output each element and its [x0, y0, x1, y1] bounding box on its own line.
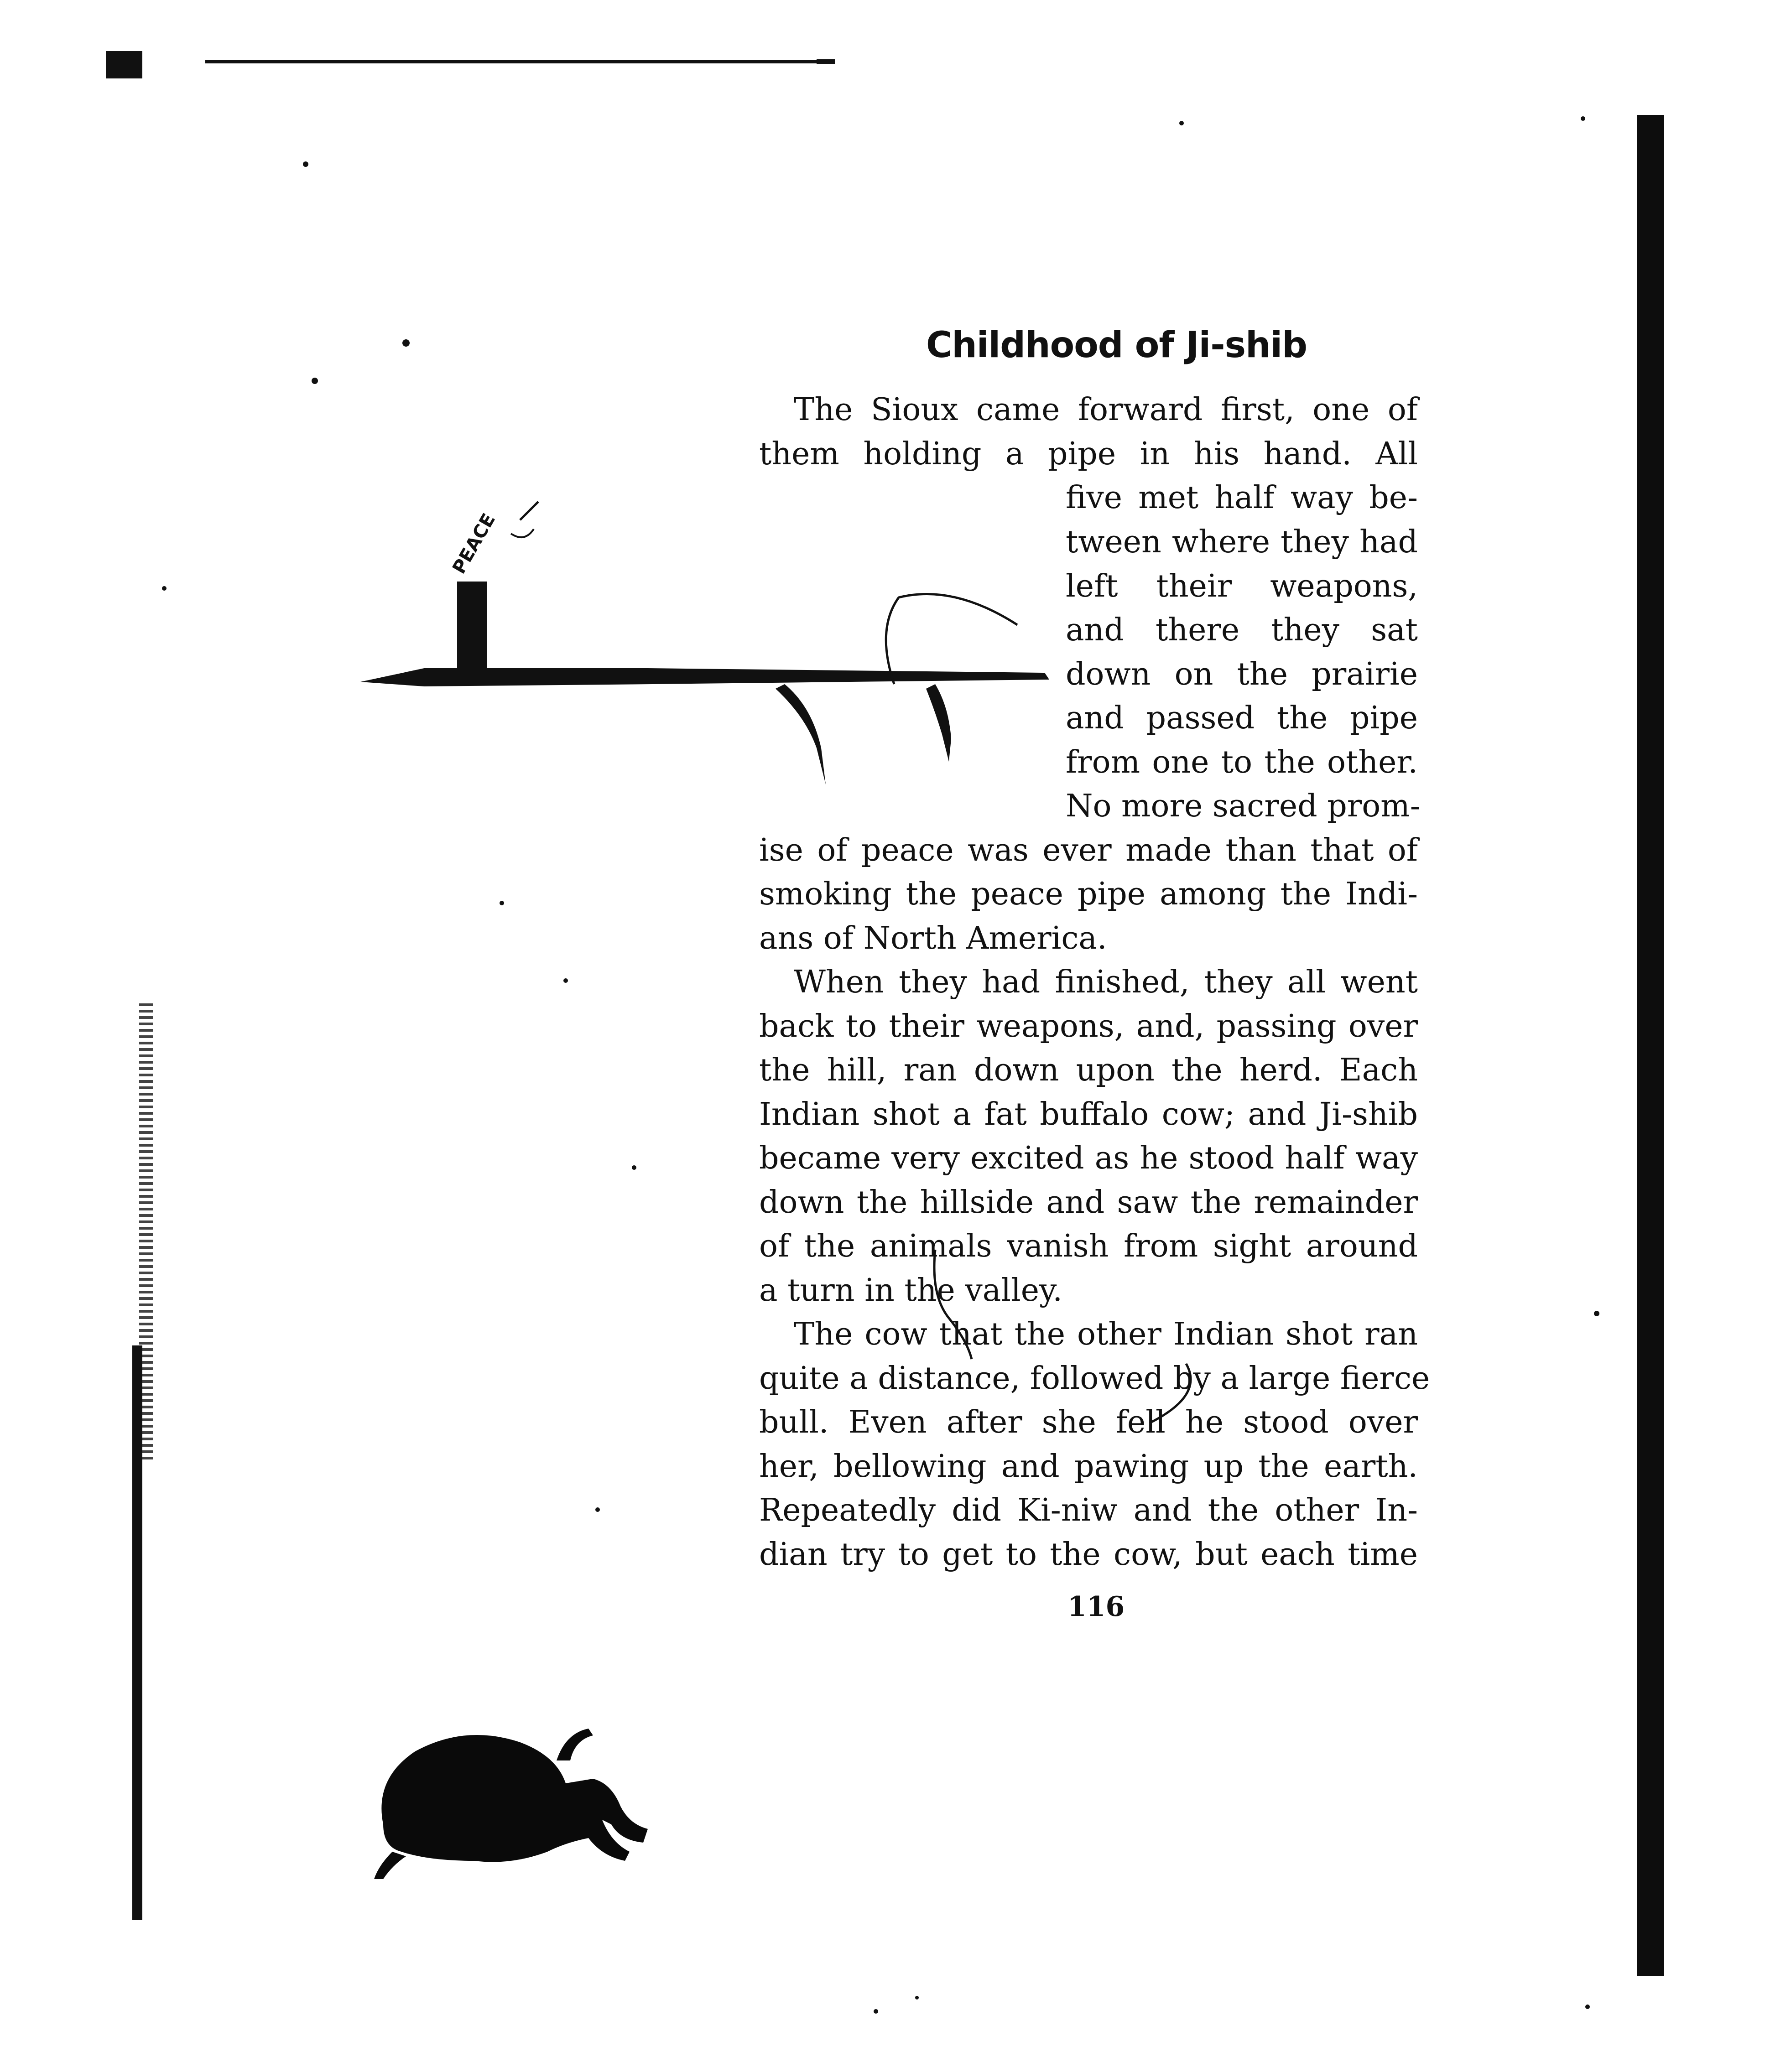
text-line: smoking the peace pipe among the Indi- — [759, 876, 1418, 912]
buffalo-silhouette — [374, 1715, 657, 1906]
text-line: her, bellowing and pawing up the earth. — [759, 1449, 1418, 1485]
text-line: five met half way be- — [1066, 480, 1418, 516]
pipe-stem — [360, 668, 1049, 686]
peace-pipe-illustration — [360, 493, 1072, 821]
text-line: and there they sat — [1066, 612, 1418, 648]
text-line: down the hillside and saw the remainder — [759, 1184, 1418, 1220]
text-line: left their weapons, — [1066, 568, 1418, 604]
text-line: dian try to get to the cow, but each time — [759, 1537, 1418, 1573]
page-number: 116 — [1067, 1591, 1125, 1623]
pipe-ribbon — [886, 594, 1017, 685]
text-line: The Sioux came forward first, one of — [794, 392, 1418, 428]
text-line: a turn in the valley. — [759, 1272, 1063, 1309]
text-line: ise of peace was ever made than that of — [759, 832, 1418, 868]
text-line: from one to the other. — [1066, 744, 1418, 780]
text-line: quite a distance, followed by a large fierce — [759, 1361, 1430, 1397]
text-line: Indian shot a fat buffalo cow; and Ji-shib — [759, 1096, 1418, 1132]
text-line: The cow that the other Indian shot ran — [794, 1316, 1418, 1352]
text-line: bull. Even after she fell he stood over — [759, 1404, 1418, 1440]
text-line: Repeatedly did Ki-niw and the other In- — [759, 1492, 1418, 1528]
text-line: became very excited as he stood half way — [759, 1140, 1418, 1176]
pipe-feather — [776, 684, 826, 784]
text-line: and passed the pipe — [1066, 700, 1418, 736]
text-line: back to their weapons, and, passing over — [759, 1008, 1418, 1044]
pen-scribble — [931, 1241, 1223, 1432]
text-line: of the animals vanish from sight around — [759, 1228, 1418, 1264]
pipe-label: PEACE — [448, 510, 500, 578]
text-line: them holding a pipe in his hand. All — [759, 436, 1418, 472]
text-line: tween where they had — [1066, 524, 1418, 560]
pipe-bowl — [457, 582, 487, 668]
running-head: Childhood of Ji-shib — [926, 325, 1307, 366]
text-line: ans of North America. — [759, 920, 1107, 956]
text-line: the hill, ran down upon the herd. Each — [759, 1052, 1418, 1088]
text-line: No more sacred prom- — [1066, 788, 1421, 824]
text-line: down on the prairie — [1066, 656, 1418, 692]
pipe-feather — [926, 684, 951, 762]
text-line: When they had finished, they all went — [794, 964, 1418, 1000]
